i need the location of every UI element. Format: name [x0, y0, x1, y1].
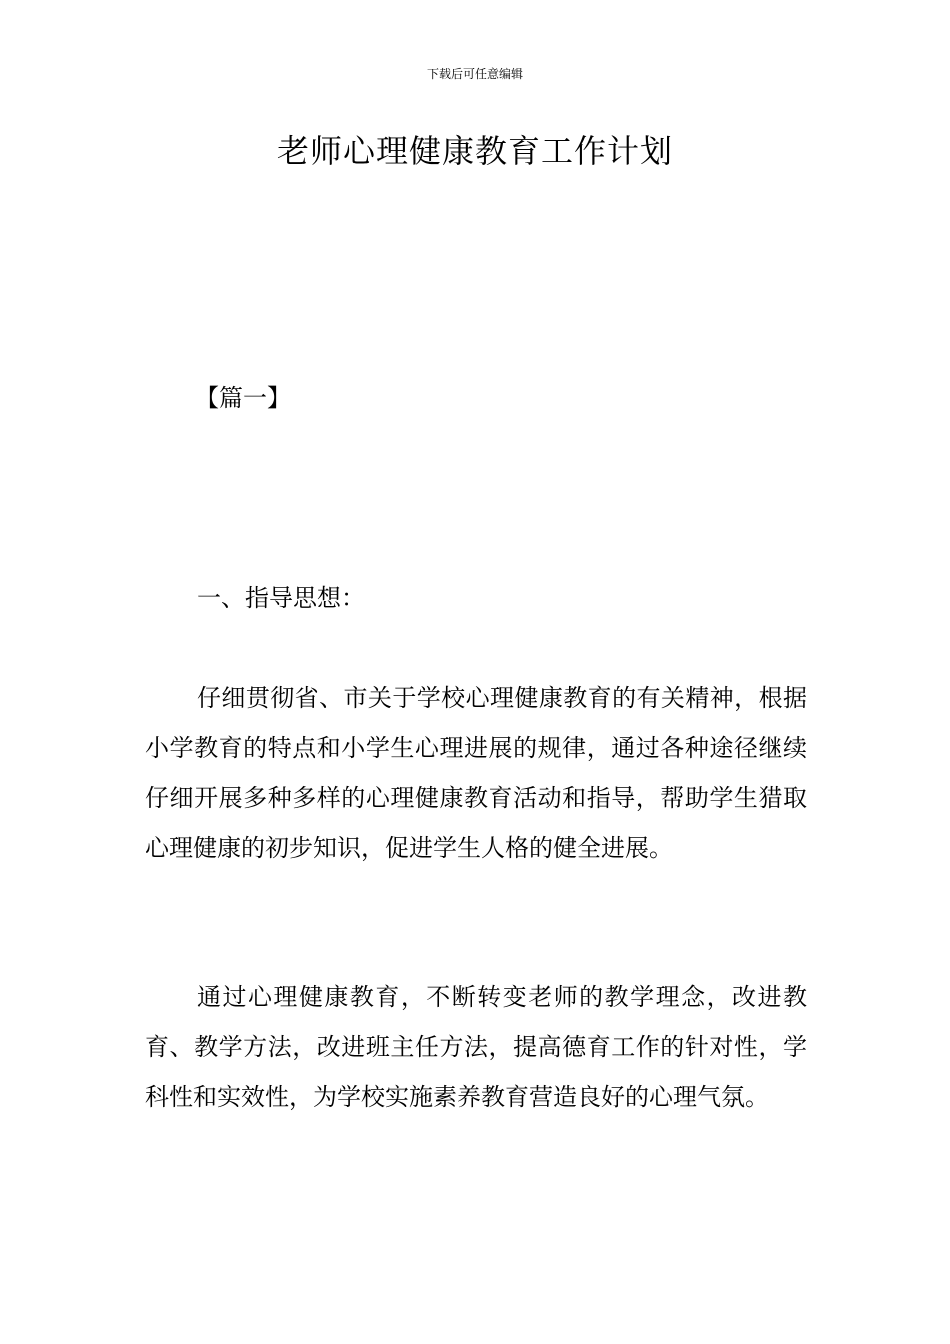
- paragraph: 通过心理健康教育，不断转变老师的教学理念，改进教育、教学方法，改进班主任方法，提高德育工作的针对性，学科性和实效性，为学校实施素养教育营造良好的心理气氛。: [145, 983, 807, 1111]
- document-title: 老师心理健康教育工作计划: [276, 132, 673, 170]
- header-note: 下载后可任意编辑: [426, 67, 523, 81]
- paragraph: 仔细贯彻省、市关于学校心理健康教育的有关精神，根据小学教育的特点和小学生心理进展的规律，通过各种途径继续仔细开展多种多样的心理健康教育活动和指导，帮助学生猎取心理健康的初步知识，促进学生人格的健全进展。: [145, 684, 807, 862]
- section-heading: 一、指导思想：: [197, 584, 365, 612]
- section-label: 【篇一】: [195, 384, 291, 412]
